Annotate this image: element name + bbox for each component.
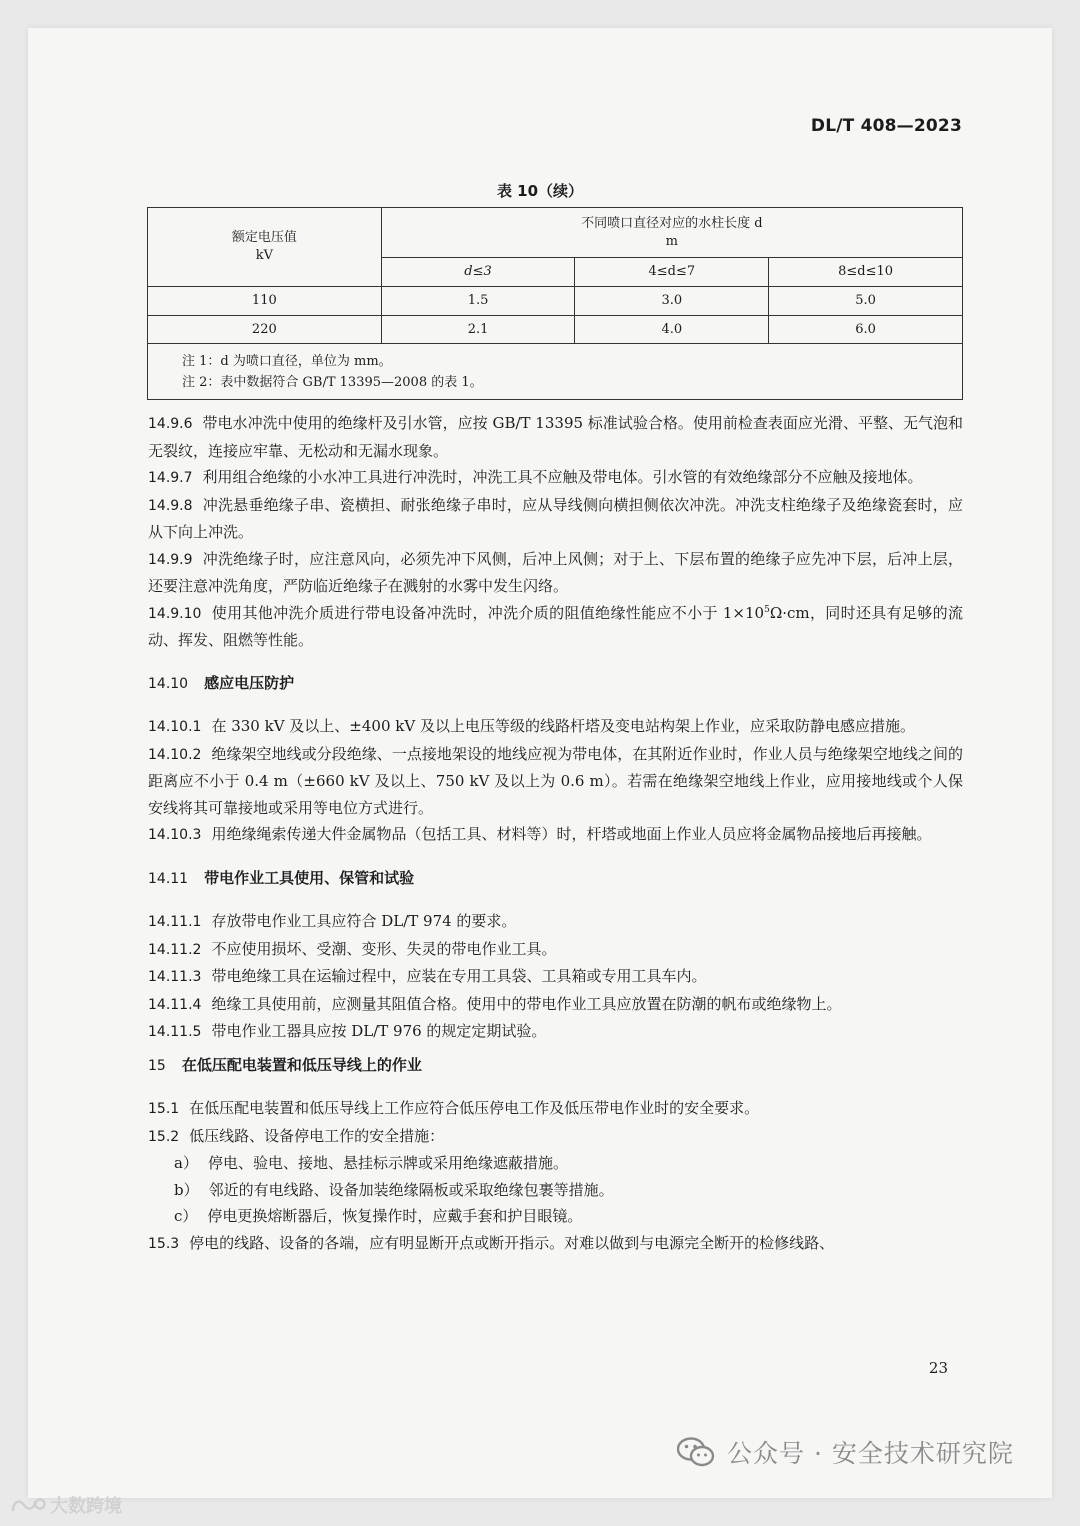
value-cell: 5.0 [769,287,963,316]
voltage-header [148,208,382,287]
value-cell: 3.0 [575,287,769,316]
table-row [148,287,963,316]
clause-number: 14.10.2 [148,746,202,763]
clause-14-9-10 [148,600,963,654]
list-item-label: b） [174,1180,199,1199]
clause-text: Ω·cm，同时还具有足够的流动、挥发、阻燃等性能。 [148,603,963,649]
clause-14-11-4 [148,991,963,1019]
corner-watermark [10,1492,122,1518]
clause-number: 14.11.4 [148,996,202,1013]
clause-14-10-1 [148,713,963,741]
list-item-label: a） [174,1154,198,1172]
clause-text: 用绝缘绳索传递大件金属物品（包括工具、材料等）时，杆塔或地面上作业人员应将金属物品接地后再接触。 [211,825,932,843]
clause-text: 带电作业工器具应按 DL/T 976 的规定定期试验。 [211,1022,547,1040]
brand-logo-icon [10,1495,46,1515]
clause-text: 绝缘工具使用前，应测量其阻值合格。使用中的带电作业工具应放置在防潮的帆布或绝缘物上。 [211,994,842,1013]
section-title: 感应电压防护 [204,673,295,692]
section-number: 15 [148,1057,166,1074]
value-cell: 2.1 [381,316,575,344]
clause-number: 14.9.6 [148,416,193,432]
clause-number: 15.3 [148,1235,180,1252]
clause-14-11-5 [148,1018,963,1046]
clause-15-1 [148,1095,963,1123]
clause-14-9-8 [148,492,963,546]
clause-text: 利用组合绝缘的小水冲工具进行冲洗时，冲洗工具不应触及带电体。引水管的有效绝缘部分不应触及接地体。 [202,468,923,486]
clause-text: 不应使用损坏、受潮、变形、失灵的带电作业工具。 [211,939,557,958]
wechat-watermark-text: 公众号 · 安全技术研究院 [727,1439,1014,1468]
voltage-header-label: 额定电压值 [231,230,297,245]
section-14-10-heading [148,670,963,698]
clause-15-3 [148,1230,963,1258]
table-notes [148,344,963,400]
clause-number: 14.9.10 [148,605,202,622]
clause-text: 带电绝缘工具在运输过程中，应装在专用工具袋、工具箱或专用工具车内。 [211,967,707,985]
section-14-11-heading [148,865,963,893]
water-column-header-unit: m [665,233,678,249]
clause-text: 存放带电作业工具应符合 DL/T 974 的要求。 [211,912,517,930]
clause-15-2 [148,1123,963,1151]
clause-number: 15.2 [148,1128,180,1145]
clause-number: 14.11.3 [148,969,202,985]
value-cell: 1.5 [381,287,575,316]
list-item-label: c） [174,1207,198,1225]
body-text [148,410,963,1257]
clause-text: 使用其他冲洗介质进行带电设备冲洗时，冲洗介质的阻值绝缘性能应不小于 1×10 [211,603,765,622]
clause-text: 冲洗悬垂绝缘子串、瓷横担、耐张绝缘子串时，应从导线侧向横担侧依次冲洗。冲洗支柱绝缘子及绝缘瓷套时，应从下向上冲洗。 [148,495,963,541]
list-item [174,1177,963,1204]
table-note-2: 注 2：表中数据符合 GB/T 13395—2008 的表 1。 [182,374,483,390]
clause-text: 冲洗绝缘子时，应注意风向，必须先冲下风侧，后冲上风侧；对于上、下层布置的绝缘子应先冲下层，后冲上层，还要注意冲洗角度，严防临近绝缘子在溅射的水雾中发生闪络。 [148,549,963,595]
clause-14-10-2 [148,741,963,822]
clause-14-9-6 [148,410,963,464]
table-row [148,316,963,344]
clause-text: 停电的线路、设备的各端，应有明显断开点或断开指示。对难以做到与电源完全断开的检修线路、 [189,1233,835,1252]
clause-number: 14.10.1 [148,719,202,735]
section-number: 14.10 [148,675,189,692]
value-cell: 6.0 [769,316,963,344]
superscript-exponent: 5 [764,604,770,615]
voltage-header-unit: kV [255,248,273,263]
clause-14-10-3 [148,821,963,849]
table-caption: 表 10（续） [496,182,584,200]
page-number: 23 [928,1359,948,1377]
clause-text: 绝缘架空地线或分段绝缘、一点接地架设的地线应视为带电体，在其附近作业时，作业人员与绝缘架空地线之间的距离应不小于 0.4 m（±660 kV 及以上、750 kV 及以上为 0.6 m）。若需在绝缘架空地线上作业，应用接地线或个人保安线将其可靠接地或采用等电位方式进行。 [148,744,963,817]
clause-14-9-9 [148,546,963,600]
clause-number: 14.11.2 [148,941,202,958]
clause-number: 14.11.5 [148,1024,202,1040]
section-number: 14.11 [148,870,189,887]
list-item-text: 停电、验电、接地、悬挂标示牌或采用绝缘遮蔽措施。 [207,1154,568,1172]
value-cell: 4.0 [575,316,769,344]
wechat-watermark [677,1434,1014,1470]
water-column-header [381,208,962,258]
clause-text: 带电水冲洗中使用的绝缘杆及引水管，应按 GB/T 13395 标准试验合格。使用前检查表面应光滑、平整、无气泡和无裂纹，连接应牢靠、无松动和无漏水现象。 [148,414,963,460]
list-item [174,1203,963,1230]
voltage-cell: 220 [148,316,382,344]
sub-header: d≤3 [381,258,575,287]
water-column-header-label: 不同喷口直径对应的水柱长度 d [581,215,763,231]
section-title: 在低压配电装置和低压导线上的作业 [181,1055,422,1074]
standard-code: DL/T 408—2023 [810,116,962,136]
list-item-text: 邻近的有电线路、设备加装绝缘隔板或采取绝缘包裹等措施。 [208,1180,614,1199]
voltage-cell: 110 [148,287,382,316]
clause-14-11-3 [148,963,963,991]
sub-header: 8≤d≤10 [769,258,963,287]
list-item [174,1150,963,1177]
clause-number: 14.9.7 [148,470,193,486]
clause-number: 15.1 [148,1101,180,1117]
section-title: 带电作业工具使用、保管和试验 [204,868,415,887]
clause-text: 在 330 kV 及以上、±400 kV 及以上电压等级的线路杆塔及变电站构架上作业，应采取防静电感应措施。 [211,717,915,735]
wechat-icon [677,1437,715,1467]
clause-text: 在低压配电装置和低压导线上工作应符合低压停电工作及低压带电作业时的安全要求。 [189,1099,760,1117]
clause-14-11-1 [148,908,963,936]
list-item-text: 停电更换熔断器后，恢复操作时，应戴手套和护目眼镜。 [207,1207,583,1225]
table-10 [147,207,963,400]
clause-number: 14.9.8 [148,497,193,514]
clause-number: 14.11.1 [148,914,202,930]
section-15-heading [148,1052,963,1080]
clause-number: 14.9.9 [148,551,193,568]
clause-14-11-2 [148,936,963,964]
sub-header: 4≤d≤7 [575,258,769,287]
table-note-1: 注 1：d 为喷口直径，单位为 mm。 [182,353,392,369]
clause-text: 低压线路、设备停电工作的安全措施： [189,1126,445,1145]
clause-number: 14.10.3 [148,827,202,843]
clause-14-9-7 [148,464,963,492]
corner-watermark-text: 大数跨境 [50,1496,122,1517]
